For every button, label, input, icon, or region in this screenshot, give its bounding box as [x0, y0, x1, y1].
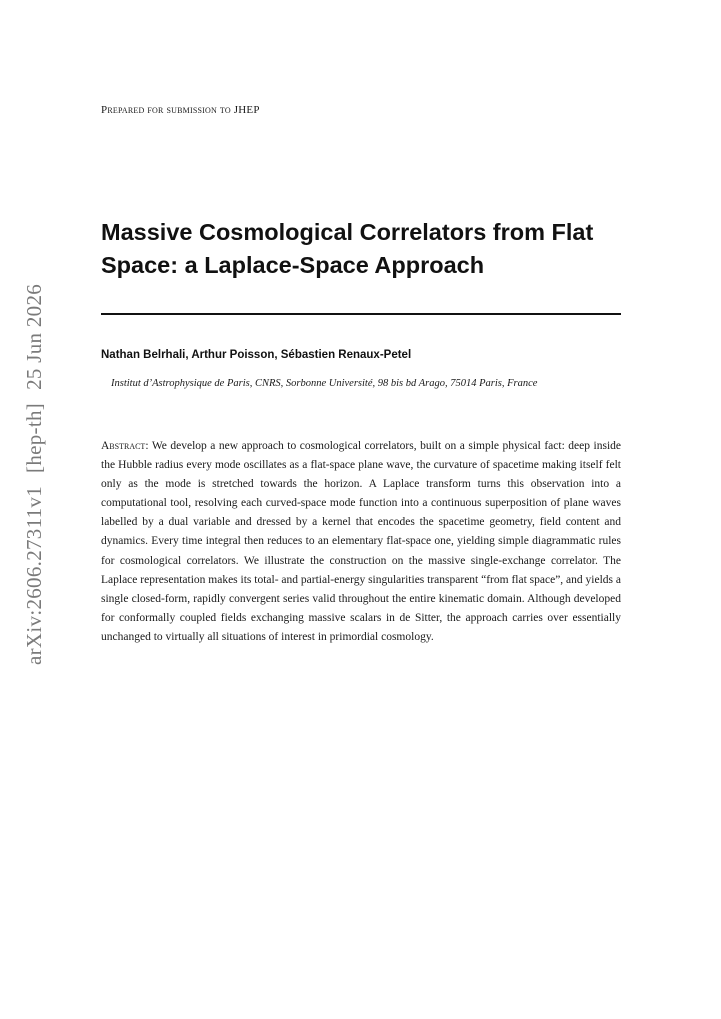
- arxiv-stamp: [22, 271, 47, 665]
- paper-title: Massive Cosmological Correlators from Flat Space: a Laplace-Space Approach: [101, 219, 594, 278]
- abstract-label: Abstract:: [101, 440, 149, 452]
- abstract: [101, 437, 621, 647]
- abstract-text: We develop a new approach to cosmological correlators, built on a simple physical fact: deep inside the Hubble radius every mode oscillates as a flat-space plane wave, the curvature of spacetime making itself felt only as the mode is stretched towards the horizon. A Laplace transform turns this observation into a computational tool, resolving each curved-space mode function into a continuous superposition of plane waves labelled by a dual variable and dressed by a kernel that encodes the spacetime geometry, field content and dynamics. Every time integral then reduces to an elementary flat-space one, yielding simple diagrammatic rules for cosmological correlators. We illustrate the construction on the massive single-exchange correlator. The Laplace representation makes its total- and partial-energy singularities transparent “from flat space”, and yields a single closed-form, rapidly convergent series valid throughout the entire kinematic domain. Although developed for conformally coupled fields exchanging massive scalars in de Sitter, the approach carries over essentially unchanged to virtually all situations of interest in primordial cosmology.: [101, 440, 621, 643]
- arxiv-category: [hep-th]: [22, 402, 46, 473]
- arxiv-id: arXiv:2606.27311v1: [22, 485, 46, 665]
- author-list: Nathan Belrhali, Arthur Poisson, Sébastien Renaux-Petel: [101, 349, 412, 361]
- title-divider: [101, 313, 621, 315]
- affiliation: Institut d’Astrophysique de Paris, CNRS, Sorbonne Université, 98 bis bd Arago, 75014 Paris, France: [111, 378, 538, 389]
- submission-note: Prepared for submission to JHEP: [101, 104, 260, 116]
- arxiv-date: 25 Jun 2026: [22, 283, 46, 390]
